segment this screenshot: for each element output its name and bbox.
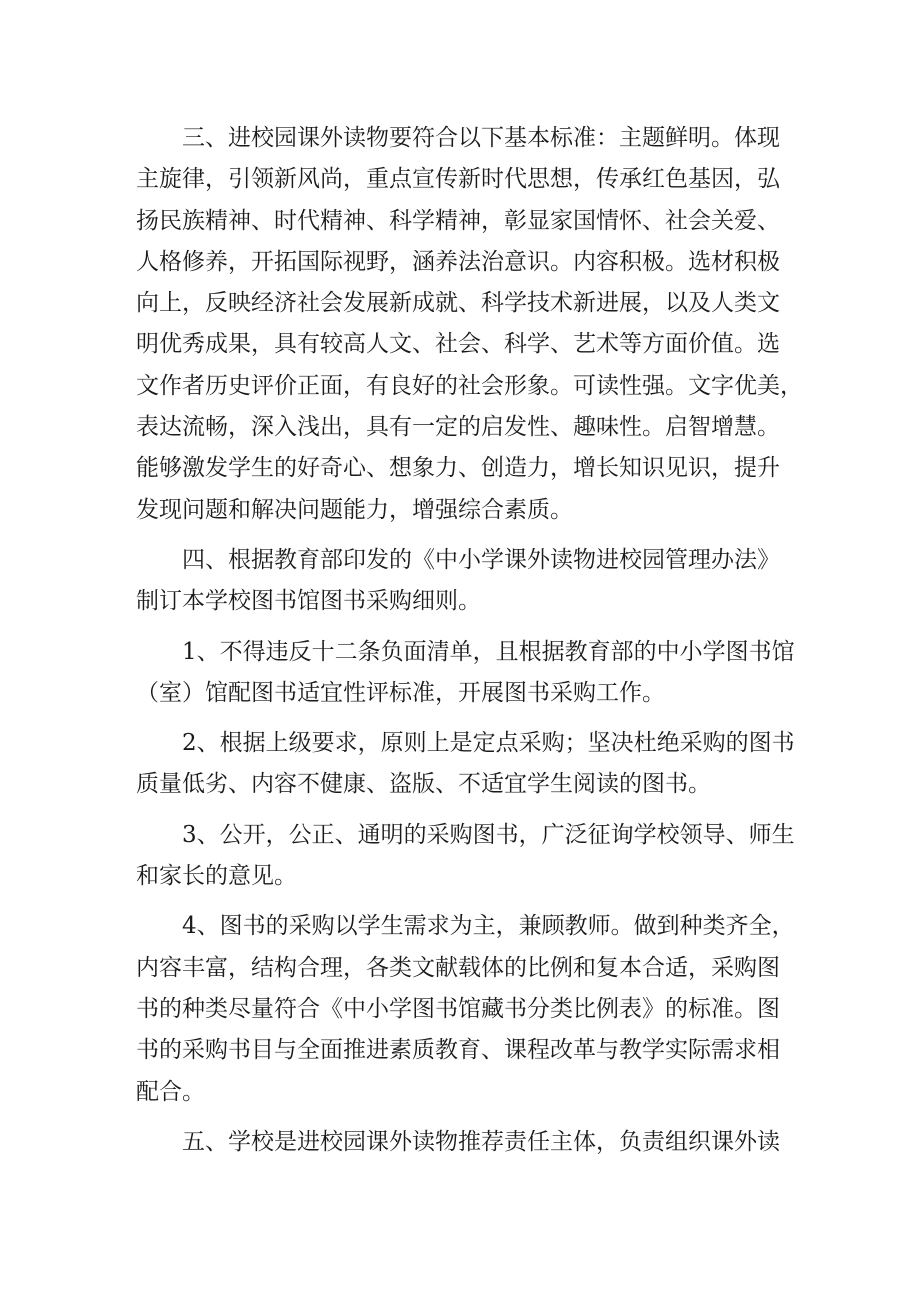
text-line: 书的种类尽量符合《中小学图书馆藏书分类比例表》的标准。图 xyxy=(136,995,780,1022)
paragraph-basic-standards xyxy=(136,118,803,531)
document-body xyxy=(136,118,803,1163)
text-line: 四、根据教育部印发的《中小学课外读物进校园管理办法》 xyxy=(182,546,780,573)
paragraph-purchase-rules xyxy=(136,540,800,623)
text-line: 能够激发学生的好奇心、想象力、创造力，增长知识见识，提升 xyxy=(136,455,780,482)
text-line: 2、根据上级要求，原则上是定点采购；坚决杜绝采购的图书 xyxy=(182,730,795,757)
paragraph-item-2 xyxy=(136,723,800,806)
text-line: 1、不得违反十二条负面清单，且根据教育部的中小学图书馆 xyxy=(182,638,795,665)
text-line: 制订本学校图书馆图书采购细则。 xyxy=(136,588,481,615)
text-line: 向上，反映经济社会发展新成就、科学技术新进展，以及人类文 xyxy=(136,290,780,317)
paragraph-item-3 xyxy=(136,815,800,898)
text-line: 和家长的意见。 xyxy=(136,863,297,890)
text-line: 扬民族精神、时代精神、科学精神，彰显家国情怀、社会关爱、 xyxy=(136,207,780,234)
paragraph-school-responsibility xyxy=(136,1122,800,1163)
text-line: 主旋律，引领新风尚，重点宣传新时代思想，传承红色基因，弘 xyxy=(136,166,780,193)
text-line: 质量低劣、内容不健康、盗版、不适宜学生阅读的图书。 xyxy=(136,771,711,798)
paragraph-item-1 xyxy=(136,632,800,715)
text-line: 三、进校园课外读物要符合以下基本标准：主题鲜明。体现 xyxy=(182,125,780,151)
paragraph-item-4 xyxy=(136,906,800,1112)
text-line: 书的采购书目与全面推进素质教育、课程改革与教学实际需求相 xyxy=(136,1037,780,1064)
text-line: 3、公开，公正、通明的采购图书，广泛征询学校领导、师生 xyxy=(182,821,795,848)
text-line: 内容丰富，结构合理，各类文献载体的比例和复本合适，采购图 xyxy=(136,954,780,981)
text-line: 4、图书的采购以学生需求为主，兼顾教师。做到种类齐全， xyxy=(182,913,795,940)
text-line: （室）馆配图书适宜性评标准，开展图书采购工作。 xyxy=(136,679,665,706)
text-line: 人格修养，开拓国际视野，涵养法治意识。内容积极。选材积极 xyxy=(136,248,780,275)
text-line: 五、学校是进校园课外读物推荐责任主体，负责组织课外读 xyxy=(182,1128,780,1155)
text-line: 明优秀成果，具有较高人文、社会、科学、艺术等方面价值。选 xyxy=(136,331,780,358)
text-line: 表达流畅，深入浅出，具有一定的启发性、趣味性。启智增慧。 xyxy=(136,414,780,441)
text-line: 文作者历史评价正面，有良好的社会形象。可读性强。文字优美， xyxy=(136,372,803,399)
text-line: 发现问题和解决问题能力，增强综合素质。 xyxy=(136,496,573,523)
text-line: 配合。 xyxy=(136,1078,205,1105)
